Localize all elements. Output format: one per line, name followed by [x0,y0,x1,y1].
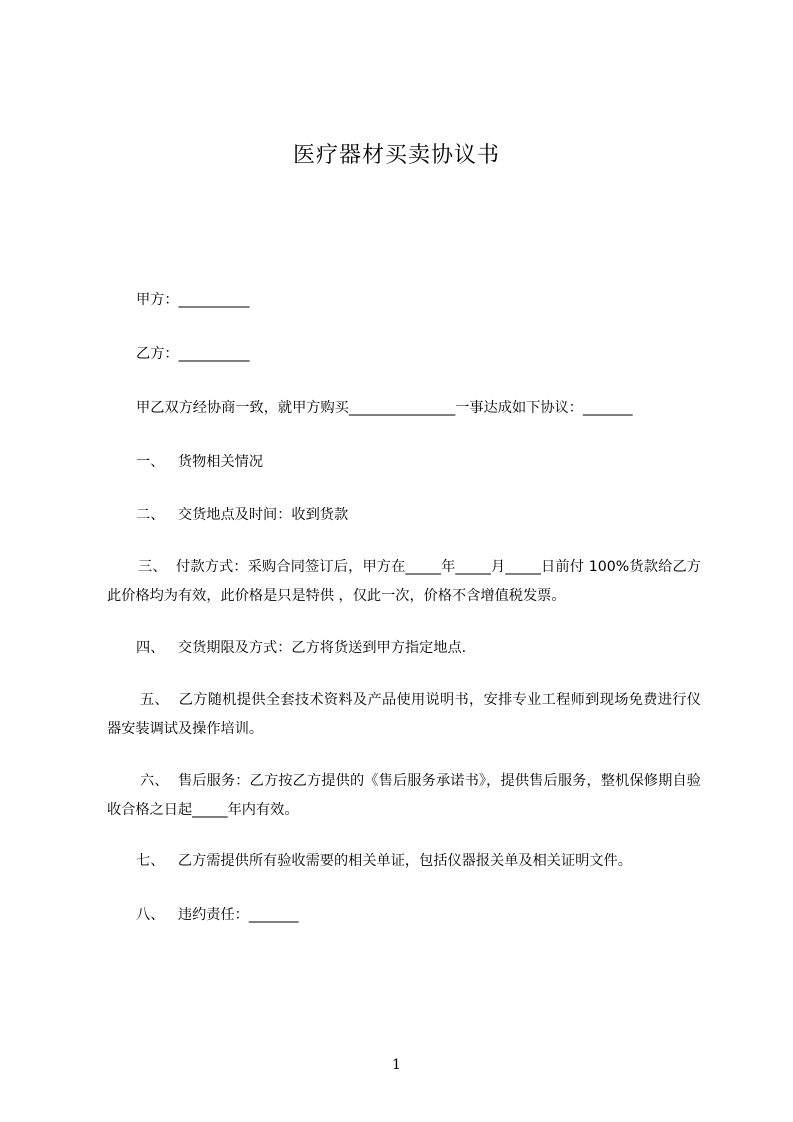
clause-3 [107,553,701,610]
clause-number: 一、 [136,454,165,470]
document-title: 医疗器材买卖协议书 [292,143,500,168]
party-a-line [107,286,726,315]
clause-text: 售后服务：乙方按乙方提供的《售后服务承诺书》，提供售后服务，整机保修期自验收合格之日起_____年内有效。 [107,773,701,818]
party-b-label: 乙方： [136,346,179,362]
clause-5 [107,686,701,743]
clause-text: 乙方随机提供全套技术资料及产品使用说明书，安排专业工程师到现场免费进行仪器安装调试及操作培训。 [107,692,701,737]
clause-number: 七、 [136,853,165,869]
clause-text: 交货地点及时间：收到货款 [177,507,349,523]
party-a-value: __________ [178,292,250,308]
party-b-value: __________ [178,346,250,362]
clause-text: 乙方需提供所有验收需要的相关单证，包括仪器报关单及相关证明文件。 [177,853,632,869]
clause-8 [107,901,726,930]
clause-text: 交货期限及方式：乙方将货送到甲方指定地点. [177,640,467,656]
clause-6 [107,767,701,824]
clause-1 [107,448,726,477]
clause-4 [107,634,726,663]
clause-text: 付款方式：采购合同签订后，甲方在_____年_____月_____日前付 100%货款给乙方此价格均为有效，此价格是只是特供 ，仅此一次，价格不含增值税发票。 [107,559,701,604]
party-b-line [107,340,726,369]
clause-number: 三、 [138,559,167,575]
clause-number: 二、 [136,507,165,523]
clause-number: 五、 [140,692,170,708]
clause-number: 四、 [136,640,165,656]
clause-text: 违约责任：_______ [177,907,299,923]
intro-paragraph: 甲乙双方经协商一致，就甲方购买_______________一事达成如下协议：_______ [136,400,633,416]
clause-7 [107,847,726,876]
party-a-label: 甲方： [136,292,179,308]
clause-2 [107,501,726,530]
clause-number: 六、 [140,773,169,789]
clause-number: 八、 [136,907,165,923]
page-number: 1 [392,1057,401,1073]
clause-text: 货物相关情况 [177,454,264,470]
